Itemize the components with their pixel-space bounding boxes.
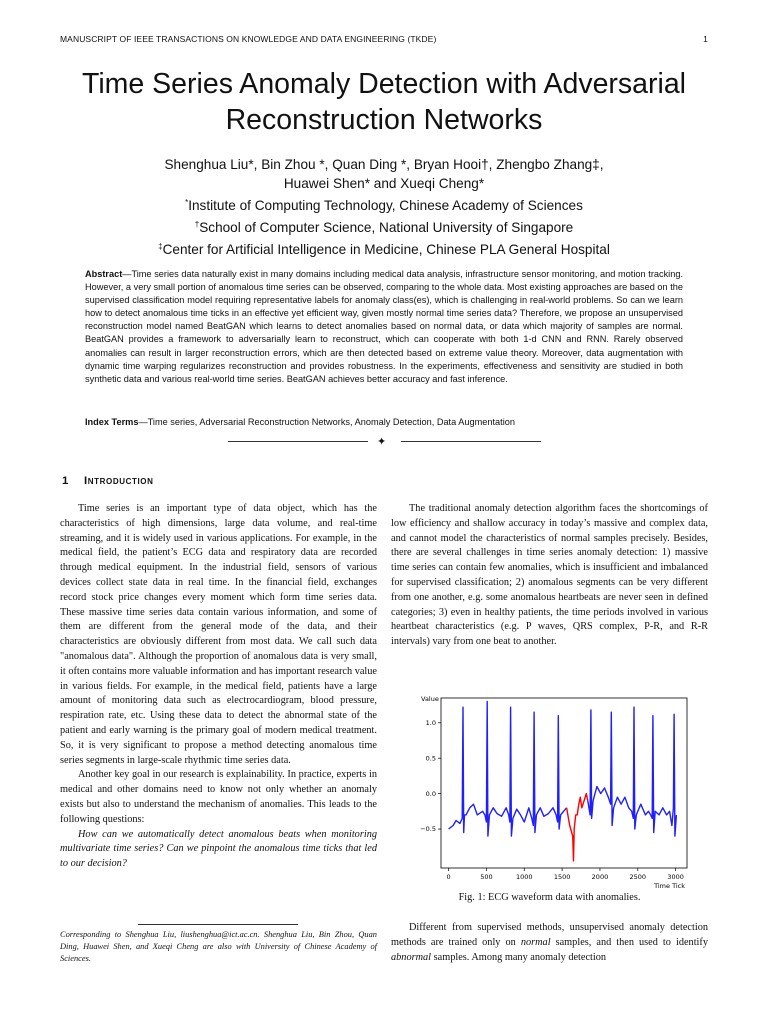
series-line-normal [449, 702, 567, 837]
y-axis-label: Value [421, 695, 439, 703]
ecg-chart [401, 680, 701, 890]
abstract-label: Abstract [85, 269, 123, 279]
section-title: Introduction [84, 475, 154, 487]
affiliation-3: ‡Center for Artificial Intelligence in Medicine, Chinese PLA General Hospital [158, 242, 610, 257]
research-question: How can we automatically detect anomalous beats when monitoring multivariate time series? Can we pinpoint the anomalous time ticks that led to our decision? [60, 828, 377, 870]
series-line-anomaly [567, 794, 588, 861]
x-tick-label: 0 [446, 873, 451, 881]
journal-name: MANUSCRIPT OF IEEE TRANSACTIONS ON KNOWLEDGE AND DATA ENGINEERING (TKDE) [60, 34, 437, 44]
y-tick-label: −0.5 [420, 825, 436, 834]
intro-paragraph-4: Different from supervised methods, unsupervised anomaly detection methods are trained only on normal samples, and then used to identify abnormal samples. Among many anomaly detection [391, 922, 708, 963]
x-tick-label: 3000 [667, 873, 684, 881]
footnote-rule [138, 924, 298, 925]
index-terms-label: Index Terms [85, 417, 139, 427]
running-header [60, 34, 708, 48]
affiliation-mark-2: † [194, 220, 200, 229]
affiliation-mark-3: ‡ [158, 242, 163, 251]
index-terms-text: —Time series, Adversarial Reconstruction Networks, Anomaly Detection, Data Augmentation [138, 417, 515, 427]
series-line-normal-2 [588, 707, 677, 836]
y-tick-label: 0.0 [425, 789, 436, 798]
author-line-2: Huawei Shen* and Xueqi Cheng* [283, 176, 485, 191]
diamond-icon: ✦ [377, 436, 387, 448]
affiliation-2: †School of Computer Science, National University of Singapore [194, 220, 574, 235]
index-terms [85, 416, 683, 429]
intro-paragraph-3: The traditional anomaly detection algorithm faces the shortcomings of low efficiency and shallow accuracy in today’s massive and complex data, and cannot model the characteristics of normal samples precisely. Besides, there are several challenges in time series anomaly detection: 1) massive time series can contain few anomalies, which is insufficient and imbalanced for supervised classification; 2) anomalous segments can be very different from one another, e.g. some anomalous heartbeats are never seen in defined categories; 3) even in healthy patients, the time periods involved in various heartbeat characteristics (e.g. P waves, QRS complex, P-R, and R-R intervals) vary from one beat to another. [391, 503, 708, 648]
section-divider [228, 436, 541, 448]
affiliation-mark-1: * [185, 198, 189, 207]
x-tick-label: 500 [480, 873, 493, 881]
x-tick-label: 1000 [515, 873, 533, 881]
intro-paragraph-2: Another key goal in our research is explainability. In practice, experts in medical and other domains need to know not only whether an anomaly exists but also to understand the mechanism of anomalies. This leads to the following questions: [60, 769, 377, 825]
abstract-text: —Time series data naturally exist in many domains including medical data analysis, infrastructure sensor monitoring, and motion tracking. However, a very small portion of anomalous time series can be observed, comparing to the whole data. Most existing approaches are based on the supervised classification model requiring representative labels for anomaly class(es), which is challenging in real-world problems. So can we learn how to detect anomalous time ticks in an effective yet efficient way, given mostly normal time series data? Therefore, we propose an unsupervised reconstruction model named BeatGAN which learns to detect anomalies based on normal data, or data which majority of samples are normal. BeatGAN provides a framework to adversarially learn to reconstruct, which can cooperate with both 1-d CNN and RNN. Rarely observed anomalies can result in larger reconstruction errors, which are then detected based on extreme value theory. Moreover, data augmentation with dynamic time warping regularizes reconstruction and provides robustness. In the experiments, effectiveness and sensitivity are studied in both synthetic data and various real-world time series. BeatGAN achieves better accuracy and fast inference. [85, 269, 683, 384]
footnote: Corresponding to Shenghua Liu, liushenghua@ict.ac.cn. Shenghua Liu, Bin Zhou, Quan Ding, Huawei Shen, and Xueqi Cheng are also with University of Chinese Academy of Sciences. [60, 930, 377, 963]
divider-line-right [401, 441, 541, 442]
affiliation-1: *Institute of Computing Technology, Chinese Academy of Sciences [185, 198, 583, 213]
x-tick-label: 2000 [591, 873, 609, 881]
figure-caption: Fig. 1: ECG waveform data with anomalies. [458, 892, 641, 903]
intro-paragraph-1: Time series is an important type of data object, which has the characteristics of high dimensions, large data volume, and real-time streaming, and it is widely used in various applications. For example, in the medical field, the patient’s ECG data and respiratory data are recorded through medical equipment. In the industrial field, sensors of various devices collect state data in real time. In the financial field, exchanges record stock price changes every moment which form time series data. These massive time series data contain various information, and some of them are different from the general mode of the data, and their characteristics are obviously different from most data. We call such data "anomalous data". Although the proportion of anomalous data is very small, it often contains more valuable information and has important research value in various fields. For example, in the medical field, patients have a large amount of monitoring data such as electrocardiogram, blood pressure, respiration rate, etc. Using these data to detect the abnormal state of the patient and early warning is the primary goal of modern medical treatment. So, it is very significant to propose a method detecting anomalous time series segments in large-scale rhythmic time series data. [60, 503, 377, 766]
author-line-1: Shenghua Liu*, Bin Zhou *, Quan Ding *, Bryan Hooi†, Zhengbo Zhang‡, [164, 157, 604, 172]
y-tick-label: 1.0 [425, 718, 436, 727]
paper-title [40, 66, 728, 138]
page-number: 1 [703, 34, 708, 44]
plot-frame [441, 698, 687, 868]
author-block [40, 155, 728, 259]
x-tick-label: 1500 [553, 873, 571, 881]
column-right [391, 502, 708, 650]
abstract [85, 268, 683, 386]
section-heading [62, 475, 153, 487]
y-tick-label: 0.5 [425, 754, 436, 763]
divider-line-left [228, 441, 368, 442]
title-line-2: Reconstruction Networks [225, 104, 543, 136]
title-line-1: Time Series Anomaly Detection with Adversarial [81, 68, 687, 100]
column-right-bottom [391, 921, 708, 965]
x-axis-label: Time Tick [654, 882, 685, 890]
section-number: 1 [62, 475, 69, 487]
column-left [60, 502, 377, 872]
x-tick-label: 2500 [629, 873, 647, 881]
